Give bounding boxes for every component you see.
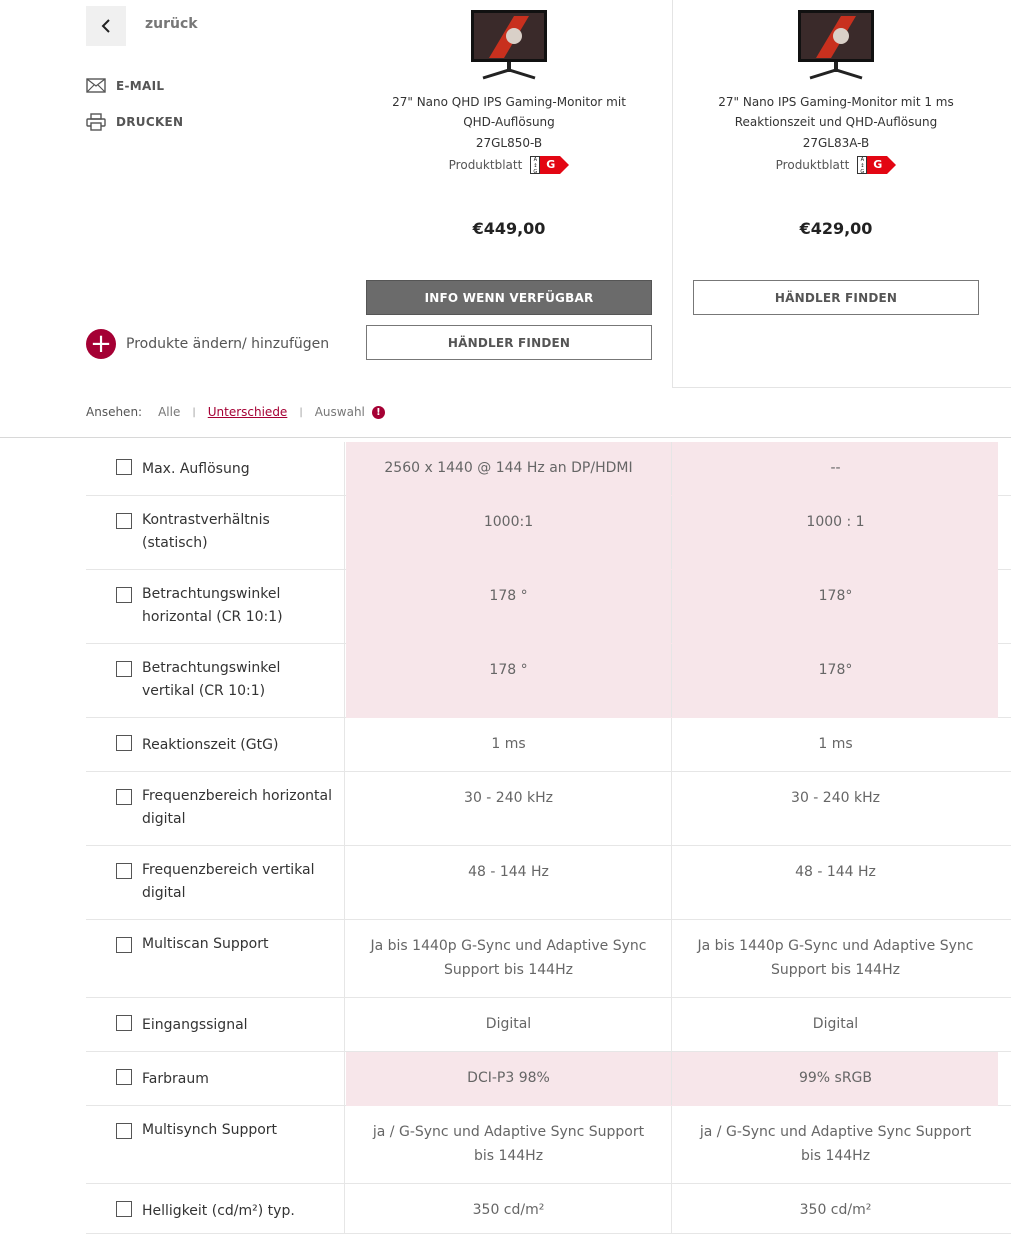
view-filter-bar xyxy=(86,405,385,419)
product-model: 27GL850-B xyxy=(475,136,543,150)
view-option-all[interactable]: Alle xyxy=(158,405,181,419)
envelope-icon xyxy=(86,78,106,93)
spec-select-checkbox[interactable] xyxy=(116,1201,132,1217)
spec-select-checkbox[interactable] xyxy=(116,863,132,879)
spec-value-product-2: 48 - 144 Hz xyxy=(795,864,876,880)
spec-label: Betrachtungswinkel vertikal (CR 10:1) xyxy=(142,660,281,699)
spec-select-checkbox[interactable] xyxy=(116,937,132,953)
product-name[interactable]: 27" Nano IPS Gaming-Monitor mit 1 ms Reaktionszeit und QHD-Auflösung xyxy=(718,95,954,129)
column-divider xyxy=(671,718,672,771)
spec-label: Helligkeit (cd/m²) typ. xyxy=(142,1203,295,1219)
spec-label-cell xyxy=(86,772,345,845)
spec-label-cell xyxy=(86,1052,345,1105)
spec-value-product-1: 178 ° xyxy=(489,588,528,604)
spec-value-product-2: 1 ms xyxy=(818,736,853,752)
column-divider xyxy=(671,998,672,1051)
spec-label-cell xyxy=(86,570,345,643)
find-dealer-button-1[interactable]: HÄNDLER FINDEN xyxy=(366,325,652,360)
view-option-selection[interactable]: Auswahl xyxy=(314,405,365,419)
product-card-2 xyxy=(673,0,999,238)
spec-row xyxy=(86,1052,1011,1106)
spec-label: Eingangssignal xyxy=(142,1017,248,1033)
spec-value-product-2: 178° xyxy=(818,662,853,678)
spec-value-product-2: Ja bis 1440p G-Sync und Adaptive Sync Support bis 144Hz xyxy=(697,938,974,978)
product-sheet-label: Produktblatt xyxy=(775,158,850,172)
column-divider xyxy=(671,644,672,717)
column-divider xyxy=(671,570,672,643)
energy-class: G xyxy=(867,156,887,174)
spec-row xyxy=(86,1184,1011,1234)
spec-value-product-2: 30 - 240 kHz xyxy=(791,790,880,806)
product-sheet[interactable] xyxy=(346,156,672,174)
spec-select-checkbox[interactable] xyxy=(116,459,132,475)
spec-value-product-2: Digital xyxy=(812,1016,859,1032)
spec-value-product-1: ja / G-Sync und Adaptive Sync Support bis 144Hz xyxy=(372,1124,645,1164)
spec-label: Multiscan Support xyxy=(142,936,269,952)
find-dealer-button-2[interactable]: HÄNDLER FINDEN xyxy=(693,280,979,315)
spec-value-product-2: 350 cd/m² xyxy=(799,1202,872,1218)
chevron-left-icon xyxy=(101,19,111,33)
spec-select-checkbox[interactable] xyxy=(116,1015,132,1031)
print-label: DRUCKEN xyxy=(116,115,184,129)
spec-label-cell xyxy=(86,1106,345,1183)
column-divider xyxy=(671,846,672,919)
spec-select-checkbox[interactable] xyxy=(116,1069,132,1085)
product-card-1 xyxy=(346,0,672,238)
spec-row xyxy=(86,920,1011,998)
product-sheet[interactable] xyxy=(673,156,999,174)
spec-row xyxy=(86,570,1011,644)
printer-icon xyxy=(86,113,106,131)
back-button[interactable] xyxy=(86,6,126,46)
spec-row xyxy=(86,644,1011,718)
notify-when-available-button[interactable]: INFO WENN VERFÜGBAR xyxy=(366,280,652,315)
energy-class: G xyxy=(540,156,560,174)
energy-label-icon[interactable]: A ↕ G G xyxy=(530,156,569,174)
spec-select-checkbox[interactable] xyxy=(116,661,132,677)
spec-label: Frequenzbereich horizontal digital xyxy=(142,788,332,827)
column-divider xyxy=(671,442,672,495)
spec-value-product-1: Digital xyxy=(485,1016,532,1032)
view-label: Ansehen: xyxy=(86,405,143,419)
spec-row xyxy=(86,1106,1011,1184)
view-option-differences[interactable]: Unterschiede xyxy=(207,405,288,419)
spec-row xyxy=(86,772,1011,846)
spec-label: Multisynch Support xyxy=(142,1122,278,1138)
spec-label-cell xyxy=(86,846,345,919)
column-divider xyxy=(671,920,672,997)
spec-select-checkbox[interactable] xyxy=(116,513,132,529)
spec-label: Max. Auflösung xyxy=(142,461,250,477)
column-divider xyxy=(671,1052,672,1105)
spec-label-cell xyxy=(86,496,345,569)
spec-select-checkbox[interactable] xyxy=(116,1123,132,1139)
spec-label-cell xyxy=(86,644,345,717)
email-link[interactable] xyxy=(86,78,164,93)
column-divider xyxy=(671,1106,672,1183)
divider: | xyxy=(299,406,303,418)
back-label[interactable]: zurück xyxy=(145,16,198,32)
spec-label: Betrachtungswinkel horizontal (CR 10:1) xyxy=(142,586,283,625)
column-divider xyxy=(671,772,672,845)
product-price: €429,00 xyxy=(799,219,873,238)
spec-label: Frequenzbereich vertikal digital xyxy=(142,862,315,901)
monitor-image[interactable] xyxy=(796,8,876,80)
spec-value-product-1: 2560 x 1440 @ 144 Hz an DP/HDMI xyxy=(384,460,633,476)
add-products-label: Produkte ändern/ hinzufügen xyxy=(126,336,330,352)
spec-label: Reaktionszeit (GtG) xyxy=(142,737,279,753)
spec-value-product-1: DCI-P3 98% xyxy=(467,1070,550,1086)
warning-icon: ! xyxy=(372,406,385,419)
divider: | xyxy=(192,406,196,418)
spec-row xyxy=(86,496,1011,570)
monitor-image[interactable] xyxy=(469,8,549,80)
spec-value-product-2: 1000 : 1 xyxy=(806,514,865,530)
spec-label: Kontrastverhältnis (statisch) xyxy=(142,512,270,551)
plus-icon: + xyxy=(86,329,116,359)
spec-value-product-1: 30 - 240 kHz xyxy=(464,790,553,806)
spec-value-product-2: -- xyxy=(830,460,841,476)
spec-value-product-1: 350 cd/m² xyxy=(472,1202,545,1218)
add-products-button[interactable] xyxy=(86,329,329,359)
spec-label-cell xyxy=(86,998,345,1051)
energy-label-icon[interactable]: A ↕ G G xyxy=(857,156,896,174)
product-price: €449,00 xyxy=(472,219,546,238)
spec-select-checkbox[interactable] xyxy=(116,735,132,751)
spec-label-cell xyxy=(86,1184,345,1233)
spec-value-product-1: Ja bis 1440p G-Sync und Adaptive Sync Support bis 144Hz xyxy=(370,938,647,978)
spec-value-product-2: 178° xyxy=(818,588,853,604)
spec-value-product-1: 48 - 144 Hz xyxy=(468,864,549,880)
spec-row xyxy=(86,998,1011,1052)
column-divider xyxy=(671,496,672,569)
spec-label-cell xyxy=(86,442,345,495)
product-name[interactable]: 27" Nano QHD IPS Gaming-Monitor mit QHD-Auflösung xyxy=(392,95,626,129)
spec-row xyxy=(86,442,1011,496)
spec-label-cell xyxy=(86,718,345,771)
product-sheet-label: Produktblatt xyxy=(448,158,523,172)
spec-value-product-1: 1 ms xyxy=(491,736,526,752)
spec-label-cell xyxy=(86,920,345,997)
email-label: E-MAIL xyxy=(116,78,165,93)
spec-select-checkbox[interactable] xyxy=(116,789,132,805)
column-divider xyxy=(671,1184,672,1233)
spec-value-product-1: 1000:1 xyxy=(483,514,534,530)
spec-label: Farbraum xyxy=(142,1071,209,1087)
spec-select-checkbox[interactable] xyxy=(116,587,132,603)
spec-row xyxy=(86,846,1011,920)
spec-row xyxy=(86,718,1011,772)
spec-value-product-1: 178 ° xyxy=(489,662,528,678)
spec-value-product-2: ja / G-Sync und Adaptive Sync Support bis 144Hz xyxy=(699,1124,972,1164)
print-link[interactable] xyxy=(86,113,183,131)
product-model: 27GL83A-B xyxy=(802,136,870,150)
spec-value-product-2: 99% sRGB xyxy=(798,1070,873,1086)
